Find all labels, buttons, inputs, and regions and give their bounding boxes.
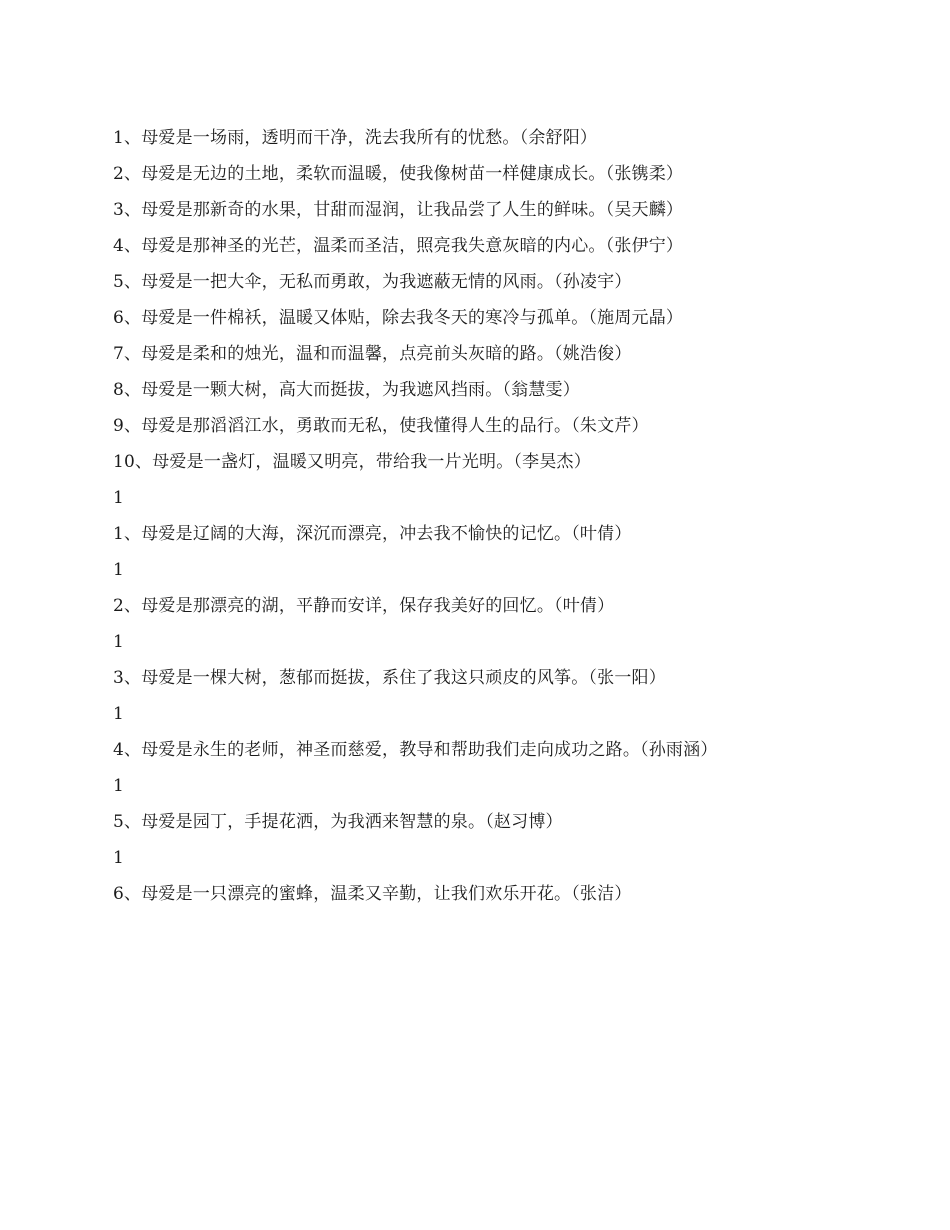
text-line: 6、母爱是一只漂亮的蜜蜂，温柔又辛勤，让我们欢乐开花。（张洁） (113, 884, 632, 904)
text-line: 4、母爱是永生的老师，神圣而慈爱，教导和帮助我们走向成功之路。（孙雨涵） (113, 740, 718, 760)
text-line: 6、母爱是一件棉袄，温暖又体贴，除去我冬天的寒冷与孤单。（施周元晶） (113, 308, 684, 328)
text-line: 1、母爱是辽阔的大海，深沉而漂亮，冲去我不愉快的记忆。（叶倩） (113, 524, 632, 544)
text-line: 10、母爱是一盏灯，温暖又明亮，带给我一片光明。（李昊杰） (113, 452, 591, 472)
text-line: 3、母爱是那新奇的水果，甘甜而湿润，让我品尝了人生的鲜味。（吴天麟） (113, 200, 684, 220)
text-line: 2、母爱是那漂亮的湖，平静而安详，保存我美好的回忆。（叶倩） (113, 596, 615, 616)
text-line: 3、母爱是一棵大树，葱郁而挺拔，系住了我这只顽皮的风筝。（张一阳） (113, 668, 666, 688)
text-line: 9、母爱是那滔滔江水，勇敢而无私，使我懂得人生的品行。（朱文芹） (113, 416, 649, 436)
text-line: 1 (113, 488, 125, 508)
text-line: 1 (113, 704, 125, 724)
text-line: 1 (113, 776, 125, 796)
text-line: 5、母爱是一把大伞，无私而勇敢，为我遮蔽无情的风雨。（孙凌宇） (113, 272, 632, 292)
text-line: 4、母爱是那神圣的光芒，温柔而圣洁，照亮我失意灰暗的内心。（张伊宁） (113, 236, 684, 256)
text-line: 1 (113, 632, 125, 652)
text-line: 1 (113, 848, 125, 868)
text-line: 2、母爱是无边的土地，柔软而温暖，使我像树苗一样健康成长。（张镌柔） (113, 164, 684, 184)
text-line: 7、母爱是柔和的烛光，温和而温馨，点亮前头灰暗的路。（姚浩俊） (113, 344, 632, 364)
text-line: 5、母爱是园丁，手提花洒，为我洒来智慧的泉。（赵习博） (113, 812, 563, 832)
text-line: 8、母爱是一颗大树，高大而挺拔，为我遮风挡雨。（翁慧雯） (113, 380, 580, 400)
document-body (113, 120, 913, 912)
text-line: 1、母爱是一场雨，透明而干净，洗去我所有的忧愁。（余舒阳） (113, 128, 598, 148)
text-line: 1 (113, 560, 125, 580)
